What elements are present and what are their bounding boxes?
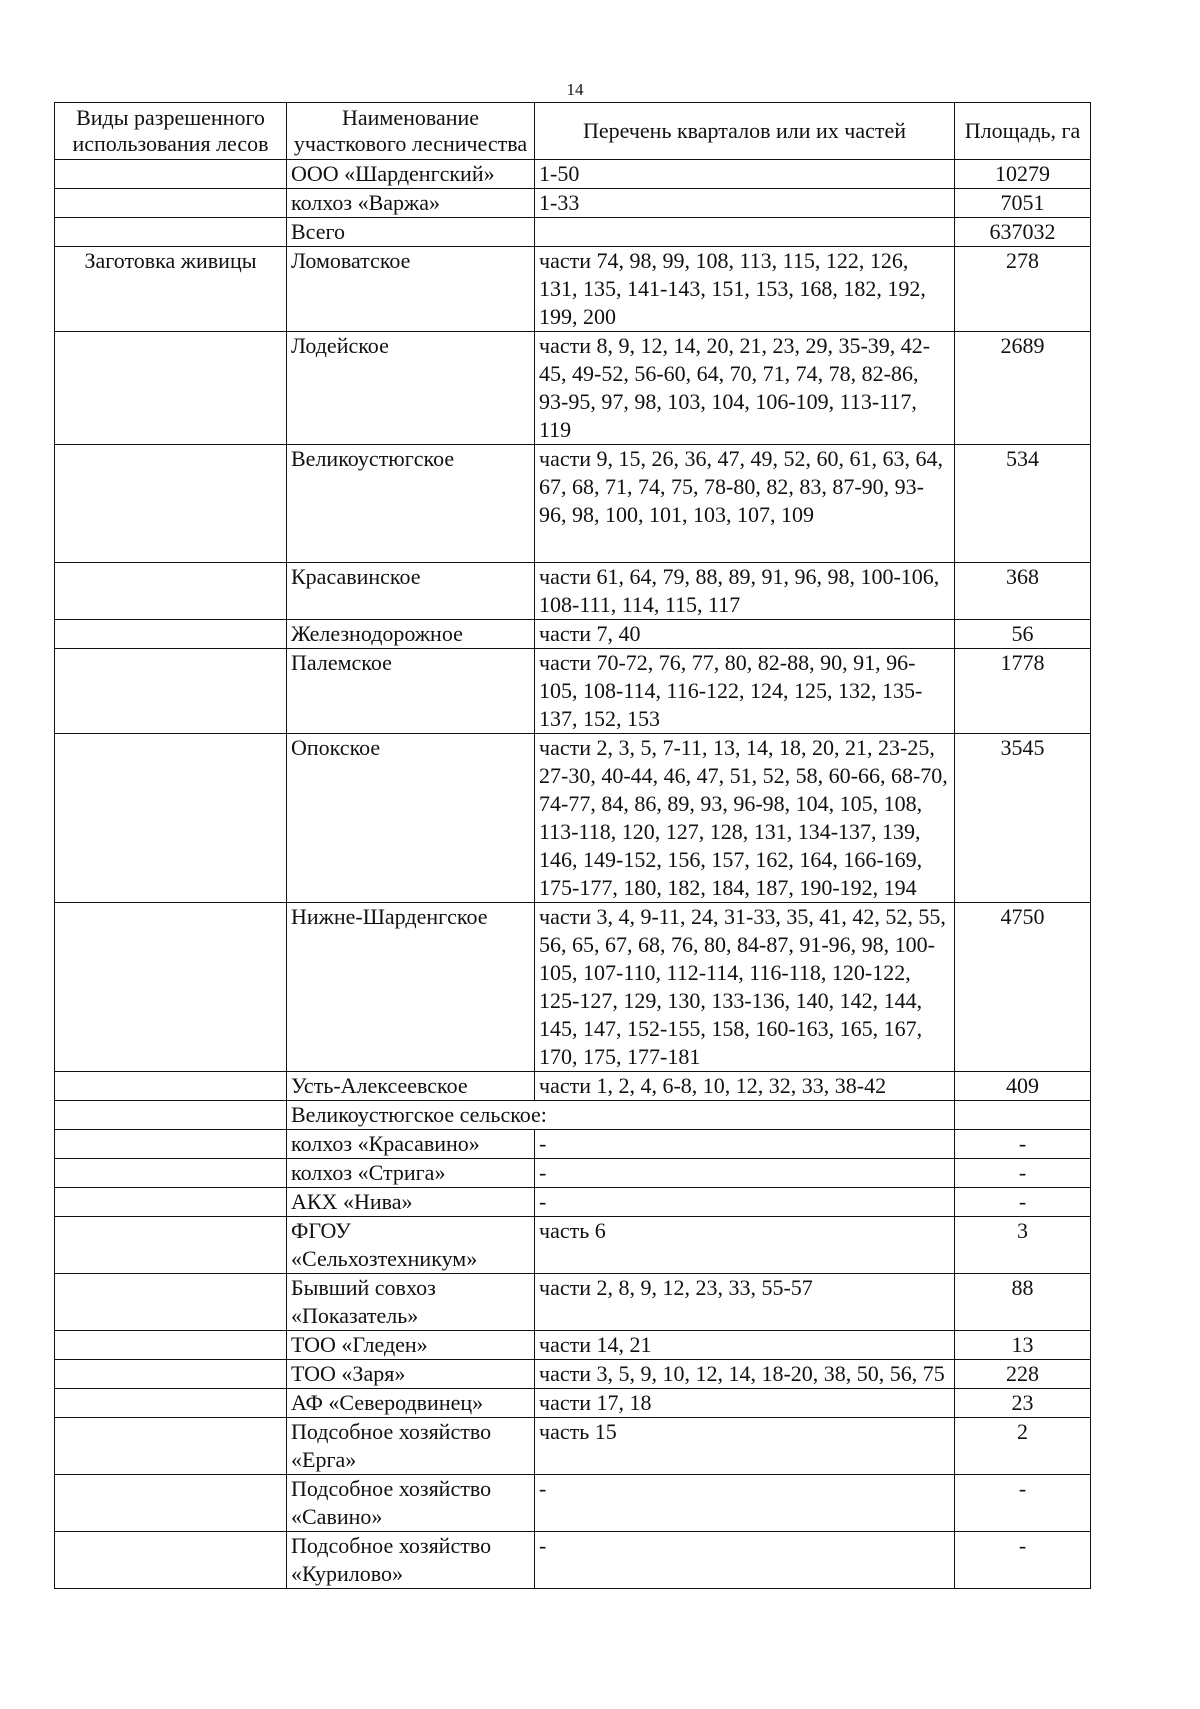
table-row <box>55 620 1091 649</box>
use-cell <box>55 903 287 1072</box>
table-row <box>55 332 1091 445</box>
quarters-cell: части 61, 64, 79, 88, 89, 91, 96, 98, 100-106, 108-111, 114, 115, 117 <box>535 563 955 620</box>
use-cell <box>55 1101 287 1130</box>
area-cell: 13 <box>955 1331 1091 1360</box>
forestry-name-cell: ТОО «Гледен» <box>287 1331 535 1360</box>
table-row <box>55 189 1091 218</box>
table-row <box>55 1072 1091 1101</box>
table-row <box>55 1532 1091 1589</box>
area-cell: 228 <box>955 1360 1091 1389</box>
quarters-cell: - <box>535 1475 955 1532</box>
table-row <box>55 1159 1091 1188</box>
use-cell <box>55 1475 287 1532</box>
area-cell: 278 <box>955 247 1091 332</box>
area-cell: - <box>955 1475 1091 1532</box>
table-row <box>55 1274 1091 1331</box>
table-row <box>55 445 1091 563</box>
use-cell <box>55 620 287 649</box>
forestry-name-cell: Нижне-Шарденгское <box>287 903 535 1072</box>
table-row <box>55 734 1091 903</box>
area-cell: 534 <box>955 445 1091 563</box>
table-row <box>55 1475 1091 1532</box>
use-cell <box>55 1331 287 1360</box>
use-cell <box>55 1389 287 1418</box>
quarters-cell: часть 15 <box>535 1418 955 1475</box>
area-cell: 368 <box>955 563 1091 620</box>
table-row <box>55 563 1091 620</box>
use-cell <box>55 1072 287 1101</box>
use-cell <box>55 1274 287 1331</box>
area-cell: 2689 <box>955 332 1091 445</box>
quarters-cell: части 2, 8, 9, 12, 23, 33, 55-57 <box>535 1274 955 1331</box>
quarters-cell: части 1, 2, 4, 6-8, 10, 12, 32, 33, 38-42 <box>535 1072 955 1101</box>
table-row <box>55 218 1091 247</box>
forestry-name-cell: Всего <box>287 218 535 247</box>
area-cell: 56 <box>955 620 1091 649</box>
use-cell <box>55 445 287 563</box>
quarters-cell: 1-50 <box>535 160 955 189</box>
table-row <box>55 649 1091 734</box>
table-row <box>55 1389 1091 1418</box>
quarters-cell: части 70-72, 76, 77, 80, 82-88, 90, 91, 96-105, 108-114, 116-122, 124, 125, 132, 135-137, 152, 153 <box>535 649 955 734</box>
forestry-name-cell: колхоз «Стрига» <box>287 1159 535 1188</box>
forestry-name-cell: ООО «Шарденгский» <box>287 160 535 189</box>
area-cell: 10279 <box>955 160 1091 189</box>
quarters-cell: - <box>535 1188 955 1217</box>
area-cell: - <box>955 1188 1091 1217</box>
table-row <box>55 1217 1091 1274</box>
forestry-name-cell: Опокское <box>287 734 535 903</box>
forestry-name-cell: Палемское <box>287 649 535 734</box>
area-cell <box>955 1101 1091 1130</box>
area-cell: 3545 <box>955 734 1091 903</box>
quarters-cell <box>535 218 955 247</box>
table-row <box>55 1130 1091 1159</box>
subgroup-title: Великоустюгское сельское: <box>287 1101 955 1130</box>
quarters-cell: части 17, 18 <box>535 1389 955 1418</box>
area-cell: 23 <box>955 1389 1091 1418</box>
area-cell: 637032 <box>955 218 1091 247</box>
forestry-name-cell: Лодейское <box>287 332 535 445</box>
use-cell <box>55 1159 287 1188</box>
header-forestry: Наименование участкового лесничества <box>287 103 535 160</box>
area-cell: 7051 <box>955 189 1091 218</box>
use-empty-cell <box>55 189 287 218</box>
forestry-name-cell: Красавинское <box>287 563 535 620</box>
quarters-cell: - <box>535 1532 955 1589</box>
quarters-cell: 1-33 <box>535 189 955 218</box>
table-row <box>55 1360 1091 1389</box>
forestry-name-cell: Великоустюгское <box>287 445 535 563</box>
table-row <box>55 160 1091 189</box>
forestry-name-cell: Усть-Алексеевское <box>287 1072 535 1101</box>
area-cell: - <box>955 1159 1091 1188</box>
use-cell <box>55 1217 287 1274</box>
page-number: 14 <box>566 80 584 99</box>
forestry-name-cell: Подсобное хозяйство «Ерга» <box>287 1418 535 1475</box>
quarters-cell: части 74, 98, 99, 108, 113, 115, 122, 126, 131, 135, 141-143, 151, 153, 168, 182, 192, 199, 200 <box>535 247 955 332</box>
header-use: Виды разрешенного использования лесов <box>55 103 287 160</box>
use-cell <box>55 734 287 903</box>
area-cell: 4750 <box>955 903 1091 1072</box>
use-empty-cell <box>55 218 287 247</box>
quarters-cell: части 3, 5, 9, 10, 12, 14, 18-20, 38, 50, 56, 75 <box>535 1360 955 1389</box>
quarters-cell: части 9, 15, 26, 36, 47, 49, 52, 60, 61, 63, 64, 67, 68, 71, 74, 75, 78-80, 82, 83, 87-90, 93-96, 98, 100, 101, 103, 107, 109 <box>535 445 955 563</box>
use-cell: Заготовка живицы <box>55 247 287 332</box>
quarters-cell: части 2, 3, 5, 7-11, 13, 14, 18, 20, 21, 23-25, 27-30, 40-44, 46, 47, 51, 52, 58, 60-66, 68-70, 74-77, 84, 86, 89, 93, 96-98, 104, 105, 108, 113-118, 120, 127, 128, 131, 134-137, 139, 146, 149-152, 156, 157, 162, 164, 166-169, 175-177, 180, 182, 184, 187, 190-192, 194 <box>535 734 955 903</box>
use-cell <box>55 1532 287 1589</box>
quarters-cell: части 8, 9, 12, 14, 20, 21, 23, 29, 35-39, 42-45, 49-52, 56-60, 64, 70, 71, 74, 78, 82-86, 93-95, 97, 98, 103, 104, 106-109, 113-117, 119 <box>535 332 955 445</box>
use-cell <box>55 563 287 620</box>
table-row <box>55 1418 1091 1475</box>
forestry-name-cell: Бывший совхоз «Показатель» <box>287 1274 535 1331</box>
use-empty-cell <box>55 160 287 189</box>
table-row <box>55 247 1091 332</box>
table-header-row <box>55 103 1091 160</box>
area-cell: - <box>955 1532 1091 1589</box>
forestry-name-cell: Ломоватское <box>287 247 535 332</box>
forest-use-table <box>54 102 1091 1589</box>
use-cell <box>55 332 287 445</box>
forestry-name-cell: Подсобное хозяйство «Курилово» <box>287 1532 535 1589</box>
forestry-name-cell: ФГОУ «Сельхозтехникум» <box>287 1217 535 1274</box>
quarters-cell: часть 6 <box>535 1217 955 1274</box>
quarters-cell: - <box>535 1130 955 1159</box>
forestry-name-cell: АКХ «Нива» <box>287 1188 535 1217</box>
forestry-name-cell: АФ «Северодвинец» <box>287 1389 535 1418</box>
header-quarters: Перечень кварталов или их частей <box>535 103 955 160</box>
area-cell: 2 <box>955 1418 1091 1475</box>
quarters-cell: - <box>535 1159 955 1188</box>
quarters-cell: части 3, 4, 9-11, 24, 31-33, 35, 41, 42, 52, 55, 56, 65, 67, 68, 76, 80, 84-87, 91-96, 98, 100-105, 107-110, 112-114, 116-118, 120-122, 125-127, 129, 130, 133-136, 140, 142, 144, 145, 147, 152-155, 158, 160-163, 165, 167, 170, 175, 177-181 <box>535 903 955 1072</box>
use-cell <box>55 1360 287 1389</box>
table-row <box>55 903 1091 1072</box>
table-row <box>55 1331 1091 1360</box>
forestry-name-cell: Подсобное хозяйство «Савино» <box>287 1475 535 1532</box>
area-cell: 409 <box>955 1072 1091 1101</box>
header-area: Площадь, га <box>955 103 1091 160</box>
use-cell <box>55 1188 287 1217</box>
forestry-name-cell: Железнодорожное <box>287 620 535 649</box>
quarters-cell: части 7, 40 <box>535 620 955 649</box>
area-cell: 88 <box>955 1274 1091 1331</box>
use-cell <box>55 1418 287 1475</box>
area-cell: 1778 <box>955 649 1091 734</box>
forestry-name-cell: колхоз «Красавино» <box>287 1130 535 1159</box>
forestry-name-cell: колхоз «Варжа» <box>287 189 535 218</box>
forestry-name-cell: ТОО «Заря» <box>287 1360 535 1389</box>
table-body <box>55 160 1091 1589</box>
area-cell: - <box>955 1130 1091 1159</box>
subgroup-title-row <box>55 1101 1091 1130</box>
use-cell <box>55 649 287 734</box>
use-cell <box>55 1130 287 1159</box>
quarters-cell: части 14, 21 <box>535 1331 955 1360</box>
area-cell: 3 <box>955 1217 1091 1274</box>
table-row <box>55 1188 1091 1217</box>
